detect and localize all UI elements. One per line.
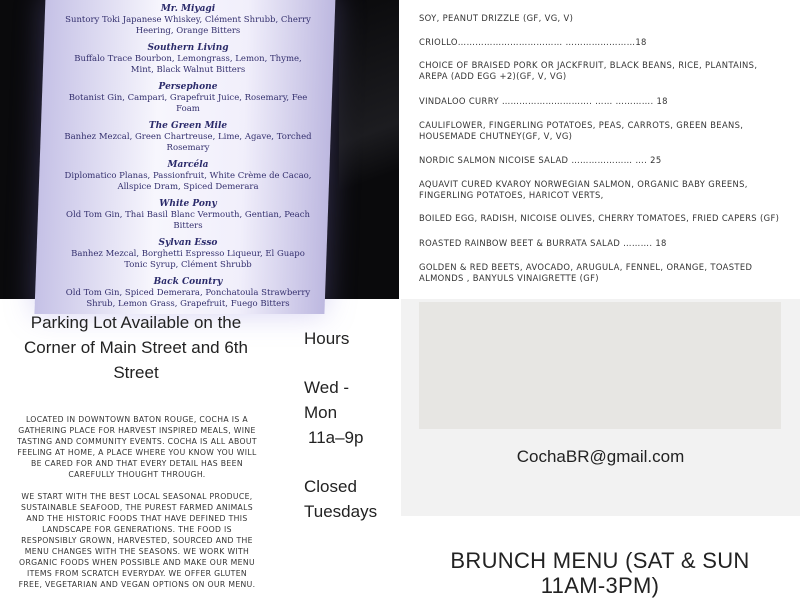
cocktail-item [48,121,328,154]
cocktail-name: Sylvan Esso [158,238,218,248]
cocktail-description: Banhez Mezcal, Borghetti Espresso Liqueur, El Guapo Tonic Syrup, Clément Shrubb [71,249,305,270]
menu-line: AQUAVIT CURED KVAROY NORWEGIAN SALMON, ORGANIC BABY GREENS, FINGERLING POTATOES, HARICOT VERTS, [419,179,748,200]
menu-line: NORDIC SALMON NICOISE SALAD ………………… …. 25 [419,155,662,165]
cocktail-menu-photo [0,0,399,309]
dinner-menu-section [401,0,800,299]
hours-time: 11a–9p [308,428,364,447]
cocktail-item [48,238,328,271]
cocktail-description: Diplomatico Planas, Passionfruit, White Crème de Cacao, Allspice Dram, Spiced Demerara [64,171,312,192]
map-panel [401,299,800,516]
cocktail-list [48,4,328,316]
closed-line1: Closed [304,477,357,496]
cocktail-name: The Green Mile [148,121,228,131]
hours-heading: Hours [304,329,350,348]
cocktail-item [48,160,328,193]
brunch-heading: BRUNCH MENU (SAT & SUN 11AM-3PM) [450,548,750,598]
email-link[interactable]: CochaBR@gmail.com [516,447,685,466]
about-text [16,414,258,601]
menu-line: SOY, PEANUT DRIZZLE (GF, VG, V) [419,13,574,23]
hours-days-line2: Mon [304,403,338,422]
cocktail-description: Banhez Mezcal, Green Chartreuse, Lime, Agave, Torched Rosemary [64,132,312,153]
hours-block [304,326,400,524]
parking-heading: Parking Lot Available on the Corner of Main Street and 6th Street [24,313,248,382]
map-embed[interactable] [419,302,781,429]
menu-line: CRIOLLO……………………………… ……………………18 [419,37,647,47]
menu-line: ROASTED RAINBOW BEET & BURRATA SALAD ………. 18 [419,238,667,248]
menu-line: BOILED EGG, RADISH, NICOISE OLIVES, CHERRY TOMATOES, FRIED CAPERS (GF) [419,213,780,223]
menu-line: CAULIFLOWER, FINGERLING POTATOES, PEAS, CARROTS, GREEN BEANS, HOUSEMADE CHUTNEY(GF, V, VG) [419,120,744,141]
cocktail-item [48,4,328,37]
cocktail-item [48,199,328,232]
menu-line: CHOICE OF BRAISED PORK OR JACKFRUIT, BLACK BEANS, RICE, PLANTAINS, AREPA (ADD EGG +2)(GF, V, VG) [419,60,758,81]
cocktail-item [48,82,328,115]
cocktail-name: Southern Living [147,43,229,53]
hours-days-line1: Wed - [304,378,350,397]
menu-line: VINDALOO CURRY …………………………. …… …………. 18 [419,96,668,106]
cocktail-description: Old Tom Gin, Spiced Demerara, Ponchatoula Strawberry Shrub, Lemon Grass, Grapefruit, Fuego Bitters [65,288,311,309]
closed-line2: Tuesdays [304,502,378,521]
cocktail-description: Botanist Gin, Campari, Grapefruit Juice, Rosemary, Fee Foam [68,93,308,114]
cocktail-description: Suntory Toki Japanese Whiskey, Clément Shrubb, Cherry Heering, Orange Bitters [65,15,311,36]
cocktail-name: Marcéla [167,160,209,170]
cocktail-description: Buffalo Trace Bourbon, Lemongrass, Lemon, Thyme, Mint, Black Walnut Bitters [74,54,302,75]
cocktail-name: White Pony [159,199,217,209]
cocktail-name: Mr. Miyagi [160,4,216,14]
cocktail-name: Back Country [153,277,223,287]
cocktail-item [48,43,328,76]
cocktail-item [48,277,328,310]
cocktail-name: Persephone [158,82,218,92]
menu-line: GOLDEN & RED BEETS, AVOCADO, ARUGULA, FENNEL, ORANGE, TOASTED ALMONDS , BANYULS VINAIGRETTE (GF) [419,262,753,283]
about-paragraph-2: WE START WITH THE BEST LOCAL SEASONAL PRODUCE, SUSTAINABLE SEAFOOD, THE PUREST FARMED ANIMALS AND THE HISTORIC FOODS THAT HAVE DEFINED THIS LANDSCAPE FOR GENERATIONS. THE FOOD IS RESPONSIBLY GROWN, HARVESTED, SOURCED AND THE MENU CHANGES WITH THE SEASONS. WE WORK WITH ORGANIC FOODS WHEN POSSIBLE AND MAKE OUR MENU ITEMS FROM SCRATCH EVERYDAY. WE OFFER GLUTEN FREE, VEGETARIAN AND VEGAN OPTIONS ON OUR MENU. [18,492,256,589]
photo-shadow [339,0,399,299]
about-paragraph-1: LOCATED IN DOWNTOWN BATON ROUGE, COCHA IS A GATHERING PLACE FOR HARVEST INSPIRED MEALS, WINE TASTING AND COMMUNITY EVENTS. COCHA IS ALL ABOUT FEELING AT HOME, A PLACE WHERE YOU KNOW YOU WILL BE CARED FOR AND THAT EVERY DETAIL HAS BEEN CAREFULLY THOUGHT THROUGH. [17,415,257,479]
cocktail-description: Old Tom Gin, Thai Basil Blanc Vermouth, Gentian, Peach Bitters [66,210,310,231]
